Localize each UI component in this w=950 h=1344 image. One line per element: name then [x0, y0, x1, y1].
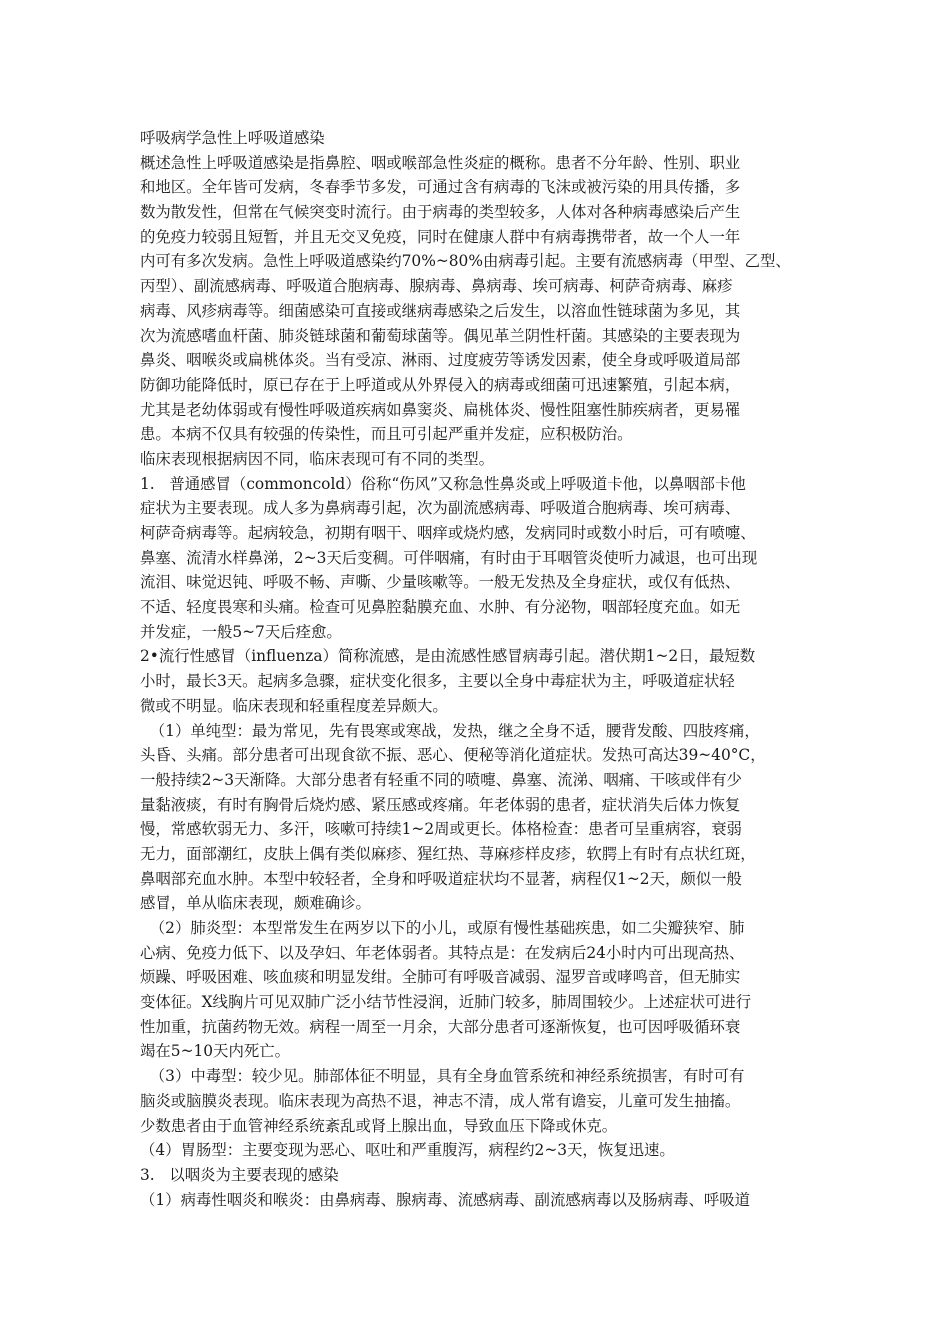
- paragraph-line: 尤其是老幼体弱或有慢性呼吸道疾病如鼻窦炎、扁桃体炎、慢性阻塞性肺疾病者，更易罹: [140, 400, 741, 419]
- paragraph-line: 头昏、头痛。部分患者可出现食欲不振、恶心、便秘等消化道症状。发热可高达39~40°C，: [140, 746, 766, 765]
- paragraph-line: 概述急性上呼吸道感染是指鼻腔、咽或喉部急性炎症的概称。患者不分年龄、性别、职业: [140, 153, 741, 172]
- paragraph-line: 的免疫力较弱且短暂，并且无交叉免疫，同时在健康人群中有病毒携带者，故一个人一年: [140, 227, 741, 246]
- paragraph-line: 变体征。X线胸片可见双肺广泛小结节性浸润，近肺门较多，肺周围较少。上述症状可进行: [140, 993, 752, 1012]
- paragraph-line: 心病、免疫力低下、以及孕妇、年老体弱者。其特点是：在发病后24小时内可出现高热、: [140, 943, 745, 962]
- paragraph-line: 并发症，一般5~7天后痊愈。: [140, 622, 342, 641]
- sub-list-item: （1）单纯型：最为常见，先有畏寒或寒战，发热，继之全身不适，腰背发酸、四肢疼痛，: [140, 721, 760, 740]
- paragraph-line: 不适、轻度畏寒和头痛。检查可见鼻腔黏膜充血、水肿、有分泌物，咽部轻度充血。如无: [140, 598, 741, 617]
- paragraph-line: 防御功能降低时，原已存在于上呼道或从外界侵入的病毒或细菌可迅速繁殖，引起本病，: [140, 375, 741, 394]
- paragraph-line: 数为散发性，但常在气候突变时流行。由于病毒的类型较多，人体对各种病毒感染后产生: [140, 203, 741, 222]
- paragraph-line: 烦躁、呼吸困难、咳血痰和明显发绀。全肺可有呼吸音减弱、湿罗音或哮鸣音，但无肺实: [140, 968, 741, 987]
- paragraph-line: 症状为主要表现。成人多为鼻病毒引起，次为副流感病毒、呼吸道合胞病毒、埃可病毒、: [140, 499, 741, 518]
- sub-list-item: （1）病毒性咽炎和喉炎：由鼻病毒、腺病毒、流感病毒、副流感病毒以及肠病毒、呼吸道: [140, 1190, 751, 1209]
- paragraph-line: 患。本病不仅具有较强的传染性，而且可引起严重并发症，应积极防治。: [140, 425, 633, 444]
- sub-list-item: （4）胃肠型：主要变现为恶心、呕吐和严重腹泻，病程约2~3天，恢复迅速。: [140, 1141, 675, 1160]
- paragraph-line: 丙型）、副流感病毒、呼吸道合胞病毒、腺病毒、鼻病毒、埃可病毒、柯萨奇病毒、麻疹: [140, 277, 733, 296]
- document-page: [140, 126, 830, 1212]
- paragraph-line: 鼻炎、咽喉炎或扁桃体炎。当有受凉、淋雨、过度疲劳等诱发因素，使全身或呼吸道局部: [140, 351, 741, 370]
- paragraph-line: 和地区。全年皆可发病，冬春季节多发，可通过含有病毒的飞沫或被污染的用具传播，多: [140, 178, 741, 197]
- paragraph-line: 无力，面部潮红，皮肤上偶有类似麻疹、猩红热、荨麻疹样皮疹，软腭上有时有点状红斑，: [140, 844, 756, 863]
- paragraph-line: 次为流感嗜血杆菌、肺炎链球菌和葡萄球菌等。偶见革兰阴性杆菌。其感染的主要表现为: [140, 326, 741, 345]
- paragraph-line: 感冒，单从临床表现，颇难确诊。: [140, 894, 371, 913]
- sub-list-item: （3）中毒型：较少见。肺部体征不明显，具有全身血管系统和神经系统损害，有时可有: [140, 1067, 745, 1086]
- paragraph-line: 量黏液痰，有时有胸骨后烧灼感、紧压感或疼痛。年老体弱的患者，症状消失后体力恢复: [140, 795, 741, 814]
- sub-list-item: （2）肺炎型：本型常发生在两岁以下的小儿，或原有慢性基础疾患，如二尖瓣狭窄、肺: [140, 919, 745, 937]
- paragraph-line: 一般持续2~3天渐降。大部分患者有轻重不同的喷嚏、鼻塞、流涕、咽痛、干咳或伴有少: [140, 770, 742, 789]
- document-title: 呼吸病学急性上呼吸道感染: [140, 129, 325, 147]
- paragraph-line: 病毒、风疹病毒等。细菌感染可直接或继病毒感染之后发生，以溶血性链球菌为多见，其: [140, 301, 741, 320]
- list-item: 3. 以咽炎为主要表现的感染: [140, 1165, 339, 1184]
- paragraph-line: 鼻咽部充血水肿。本型中较轻者，全身和呼吸道症状均不显著，病程仅1~2天，颇似一般: [140, 869, 742, 888]
- paragraph-line: 流泪、味觉迟钝、呼吸不畅、声嘶、少量咳嗽等。一般无发热及全身症状，或仅有低热、: [140, 573, 741, 592]
- paragraph-line: 慢，常感软弱无力、多汗，咳嗽可持续1~2周或更长。体格检查：患者可呈重病容，衰弱: [140, 820, 742, 839]
- paragraph-line: 脑炎或脑膜炎表现。临床表现为高热不退，神志不清，成人常有谵妄，儿童可发生抽搐。: [140, 1091, 741, 1110]
- paragraph-line: 柯萨奇病毒等。起病较急，初期有咽干、咽痒或烧灼感，发病同时或数小时后，可有喷嚏、: [140, 524, 756, 542]
- list-item: 1. 普通感冒（commoncold）俗称“伤风”又称急性鼻炎或上呼吸道卡他，以鼻咽部卡他: [140, 474, 746, 493]
- paragraph-line: 竭在5~10天内死亡。: [140, 1042, 291, 1061]
- paragraph-line: 少数患者由于血管神经系统紊乱或肾上腺出血，导致血压下降或休克。: [140, 1116, 618, 1135]
- paragraph-line: 小时，最长3天。起病多急骤，症状变化很多，主要以全身中毒症状为主，呼吸道症状轻: [140, 672, 735, 691]
- paragraph-line: 内可有多次发病。急性上呼吸道感染约70%~80%由病毒引起。主要有流感病毒（甲型、乙型、: [140, 252, 791, 271]
- paragraph-line: 性加重，抗菌药物无效。病程一周至一月余，大部分患者可逐渐恢复，也可因呼吸循环衰: [140, 1017, 741, 1036]
- paragraph-line: 鼻塞、流清水样鼻涕，2~3天后变稠。可伴咽痛，有时由于耳咽管炎使听力减退，也可出现: [140, 548, 758, 567]
- list-item: 2•流行性感冒（influenza）简称流感，是由流感性感冒病毒引起。潜伏期1~2日，最短数: [140, 647, 756, 666]
- section-heading: 临床表现根据病因不同，临床表现可有不同的类型。: [140, 449, 494, 468]
- paragraph-line: 微或不明显。临床表现和轻重程度差异颇大。: [140, 696, 448, 715]
